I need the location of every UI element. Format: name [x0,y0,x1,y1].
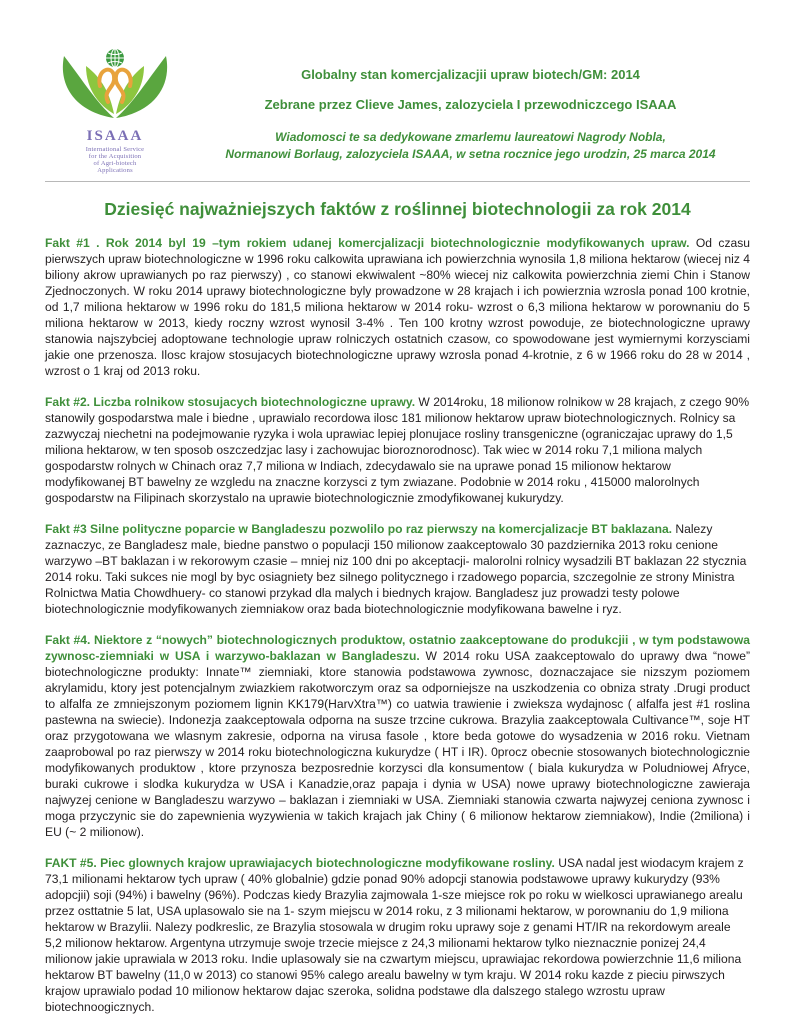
logo-subtitle-line: for the Acquisition [88,153,142,160]
fact-text: W 2014 roku USA zaakceptowalo do uprawy dwa “nowe” biotechnologiczne produkty: Innate™ ziemniaki, ktore stanowia podstawowa zywnosc, doznaczajace sie nizszym poziomem akrylamidu, ktory jest potencjalnym zwiazkiem rakotworczym oraz sa odporniejsze na uszkodzenia co obniza straty .Drugi product to alfalfa ze zmniejszonym poziomem lignin KK179(HarvXtra™) co uatwia trawienie i zwieksza wydajnosc ( alfalfa jest #1 roslina pastewna na swiecie). Indonezja zaakceptowala odporna na susze trzcine cukrowa. Brazylia zaakceptowala Cultivance™, soje HT oraz przygotowana we wlasnym zakresie, odporna na virusa fasole , ktore beda gotowe do wysadzenia w 2016 roku. Vietnam zaaprobowal po raz pierwszy w 2014 roku biotechnologiczna kukurydze ( HT i IR). 0procz obecnie stosowanych biotechnologicznie modyfikowanych produktow , ktore przynosza bezposrednie korzysci dla konsumentow ( biala kukurydza w Poludniowej Afryce, buraki cukrowe i slodka kukurydza w USA i Kanadzie,oraz papaja i dynia w USA) nowe uprawy biotechnologiczne zawieraja najwyzej cenione w Bangladeszu warzywo – baklazan i ziemniaki w USA. Ziemniaki stanowia czwarta najwyzej ceniona zywnosc i moga przyczynic sie do zapewnienia wyzywienia w takich krajach jak Chiny ( 6 milionow hektarow ziemniakow), Indie (2miliona) i EU (~ 2 milionow). [45,649,750,839]
header-report-title: Globalny stan komercjalizacjii upraw biotech/GM: 2014 [301,67,640,82]
fact-heading: Fakt #1 . Rok 2014 byl 19 –tym rokiem udanej komercjalizacji biotechnologicznie modyfikowanych upraw. [45,236,690,250]
document-header [0,0,791,175]
fact-paragraph-5 [45,855,750,1015]
document-title: Dziesięć najważniejszych faktów z roślinnej biotechnologii za rok 2014 [104,199,691,219]
isaaa-globe-leaves-icon [56,46,174,126]
fact-paragraph-2 [45,394,750,506]
logo-title: ISAAA [86,128,144,144]
logo-subtitle-line: of Agri-biotech [93,160,137,167]
fact-text: W 2014roku, 18 milionow rolnikow w 28 krajach, z czego 90% stanowily gospodarstwa male i biedne , uprawialo recordowa ilosc 181 milionow hektarow upraw biotechnologicznych. Rolnicy sa zazwyczaj niechetni na podejmowanie ryzyka i wola uprawiac lepiej plonujace rosliny transgeniczne (ograniczajac uprawy do 1,5 miliona hektarow, w ten sposob oszczedzjac lasy i zachowujac bioroznorodnosc). Tak wiec w 2014 roku 7,1 miliona malych gospodarstw rolnych w Chinach oraz 7,7 miliona w Indiach, zdecydawalo sie na uprawe ponad 15 milionow hektarow modyfikowanej BT bawelny ze wzgledu na znaczne korzysci z tym zwiazane. Podobnie w 2014 roku , 415000 malorolnych gospodarstw na Filipinach skorzystalo na uprawie biotechnologicznie zmodyfikowanej kukurydzy. [45,395,750,505]
fact-heading: FAKT #5. Piec glownych krajow uprawiajacych biotechnologiczne modyfikowane rosliny. [45,856,555,870]
header-author: Zebrane przez Clieve James, zalozyciela I przewodniczcego ISAAA [264,97,677,112]
header-dedication-line-2: Normanowi Borlaug, zalozyciela ISAAA, w setna rocznice jego urodzin, 25 marca 2014 [225,147,716,161]
fact-paragraph-3 [45,521,750,617]
logo-subtitle-line: Applications [97,167,133,174]
fact-heading: Fakt #2. Liczba rolnikow stosujacych biotechnologiczne uprawy. [45,395,416,409]
fact-text: USA nadal jest wiodacym krajem z 73,1 milionami hektarow tych upraw ( 40% globalnie) gdzie ponad 90% adopcji stanowia podstawowe uprawy kukurydzy (93% adopcjii) soji (94%) i bawelny (96%). Podczas kiedy Brazylia zajmowala 1-sze miejsce rok po roku w wielkosci uprawianego arealu przez osttatnie 5 lat, USA uplasowalo sie na 1- szym miejscu w 2014 roku, z 3 milionami hektarow, w porownaniu do 1,9 miliona hektarow w Brazylii. Nalezy podkreslic, ze Brazylia stosowala w drugim roku uprawy soje z genami HT/IR na rekordowym areale 5,2 milionow hektarow. Argentyna utrzymuje swoje trzecie miejsce z 24,3 milionami hektarow tylko nieznacznie ponizej 24,4 milionow jakie uprawiala w 2013 roku. Indie uplasowaly sie na czwartym miejscu, uprawiajac rekordowa powierzchnie 11,6 miliona hektarow BT bawelny (11,0 w 2013) co stanowi 95% calego arealu bawelny w tym kraju. W 2014 roku kazde z pieciu pirwszych krajow uprawialo podad 10 milionow hektarow dajac szeroka, solidna podstawe dla dalszego stalego wzrostu upraw biotechnoogicznych. [45,856,744,1014]
fact-text: Nalezy zaznaczyc, ze Bangladesz male, biedne panstwo o populacji 150 milionow zaakceptowalo 30 pazdziernika 2013 roku cenione warzywo –BT baklazan i w rekorowym czasie – mniej niz 100 dni po akceptacji- malorolni rolnicy wysadzili BT baklazan 22 stycznia 2014 roku. Taki sukces nie mogl by byc osiagniety bez silnego politycznego i rzadowego poparcia, szczegolnie ze strony Ministra Rolnictwa Matia Chowdhuery- co stanowi przykad dla malych i biednych krajow. Bangladesz juz prowadzi testy polowe biotechnologicznie modyfikowanych ziemniakow oraz bada biotechnologicznie modyfikowana bawelne i ryz. [45,522,747,616]
facts-body [45,235,750,1030]
fact-text: Od czasu pierwszych upraw biotechnologiczne w 1996 roku calkowita uprawiana ich powierzchnia wynosila 1,8 miliona hektarow (wiecej niz 4 biliony akrow uprawianych po raz pierwszy) , co stanowi ekwiwalent ~80% wiecej niz calkowita powierzchnia ziemi Chin i Stanow Zjednoczonych. W roku 2014 uprawy biotechnologiczne byly prowadzone w 28 krajach i ich powierznia wzrosla ponad 100 krotnie, od 1,7 miliona hektarow w 1996 roku do 181,5 miliona hektarow w 2014 roku- wzrost o 6,3 miliona hektarow w porownaniu do 5 miliona hektarow w 2013, kiedy roczny wzrost wynosil 3-4% . Ten 100 krotny wzrost powoduje, ze biotechnologiczne uprawy stanowia najszybciej adoptowane technologie upraw rolniczych ostatnich czasow, co spowodowane jest wymiernymi korzysciami jakie one przenosza. Ilosc krajow stosujacych biotechnologiczne uprawy wzrosla ponad 4-krotnie, z 6 w 1966 roku do 28 w 2014 , wzrost o 1 kraj od 2013 roku. [45,236,751,378]
fact-heading: Fakt #3 Silne polityczne poparcie w Bangladeszu pozwolilo po raz pierwszy na komercjalizacje BT baklazana. [45,522,673,536]
fact-heading: Fakt #4. Niektore z “nowych” biotechnologicznych produktow, ostatnio zaakceptowane do produkcjii , w tym podstawowa zywnosc-ziemniaki w USA i warzywo-baklazan w Bangladeszu. [45,633,750,663]
fact-paragraph-4 [45,632,750,840]
header-divider [45,181,750,182]
fact-paragraph-1 [45,235,750,379]
logo-subtitle-line: International Service [85,146,145,153]
header-dedication-line-1: Wiadomosci te sa dedykowane zmarlemu laureatowi Nagrody Nobla, [275,130,666,144]
